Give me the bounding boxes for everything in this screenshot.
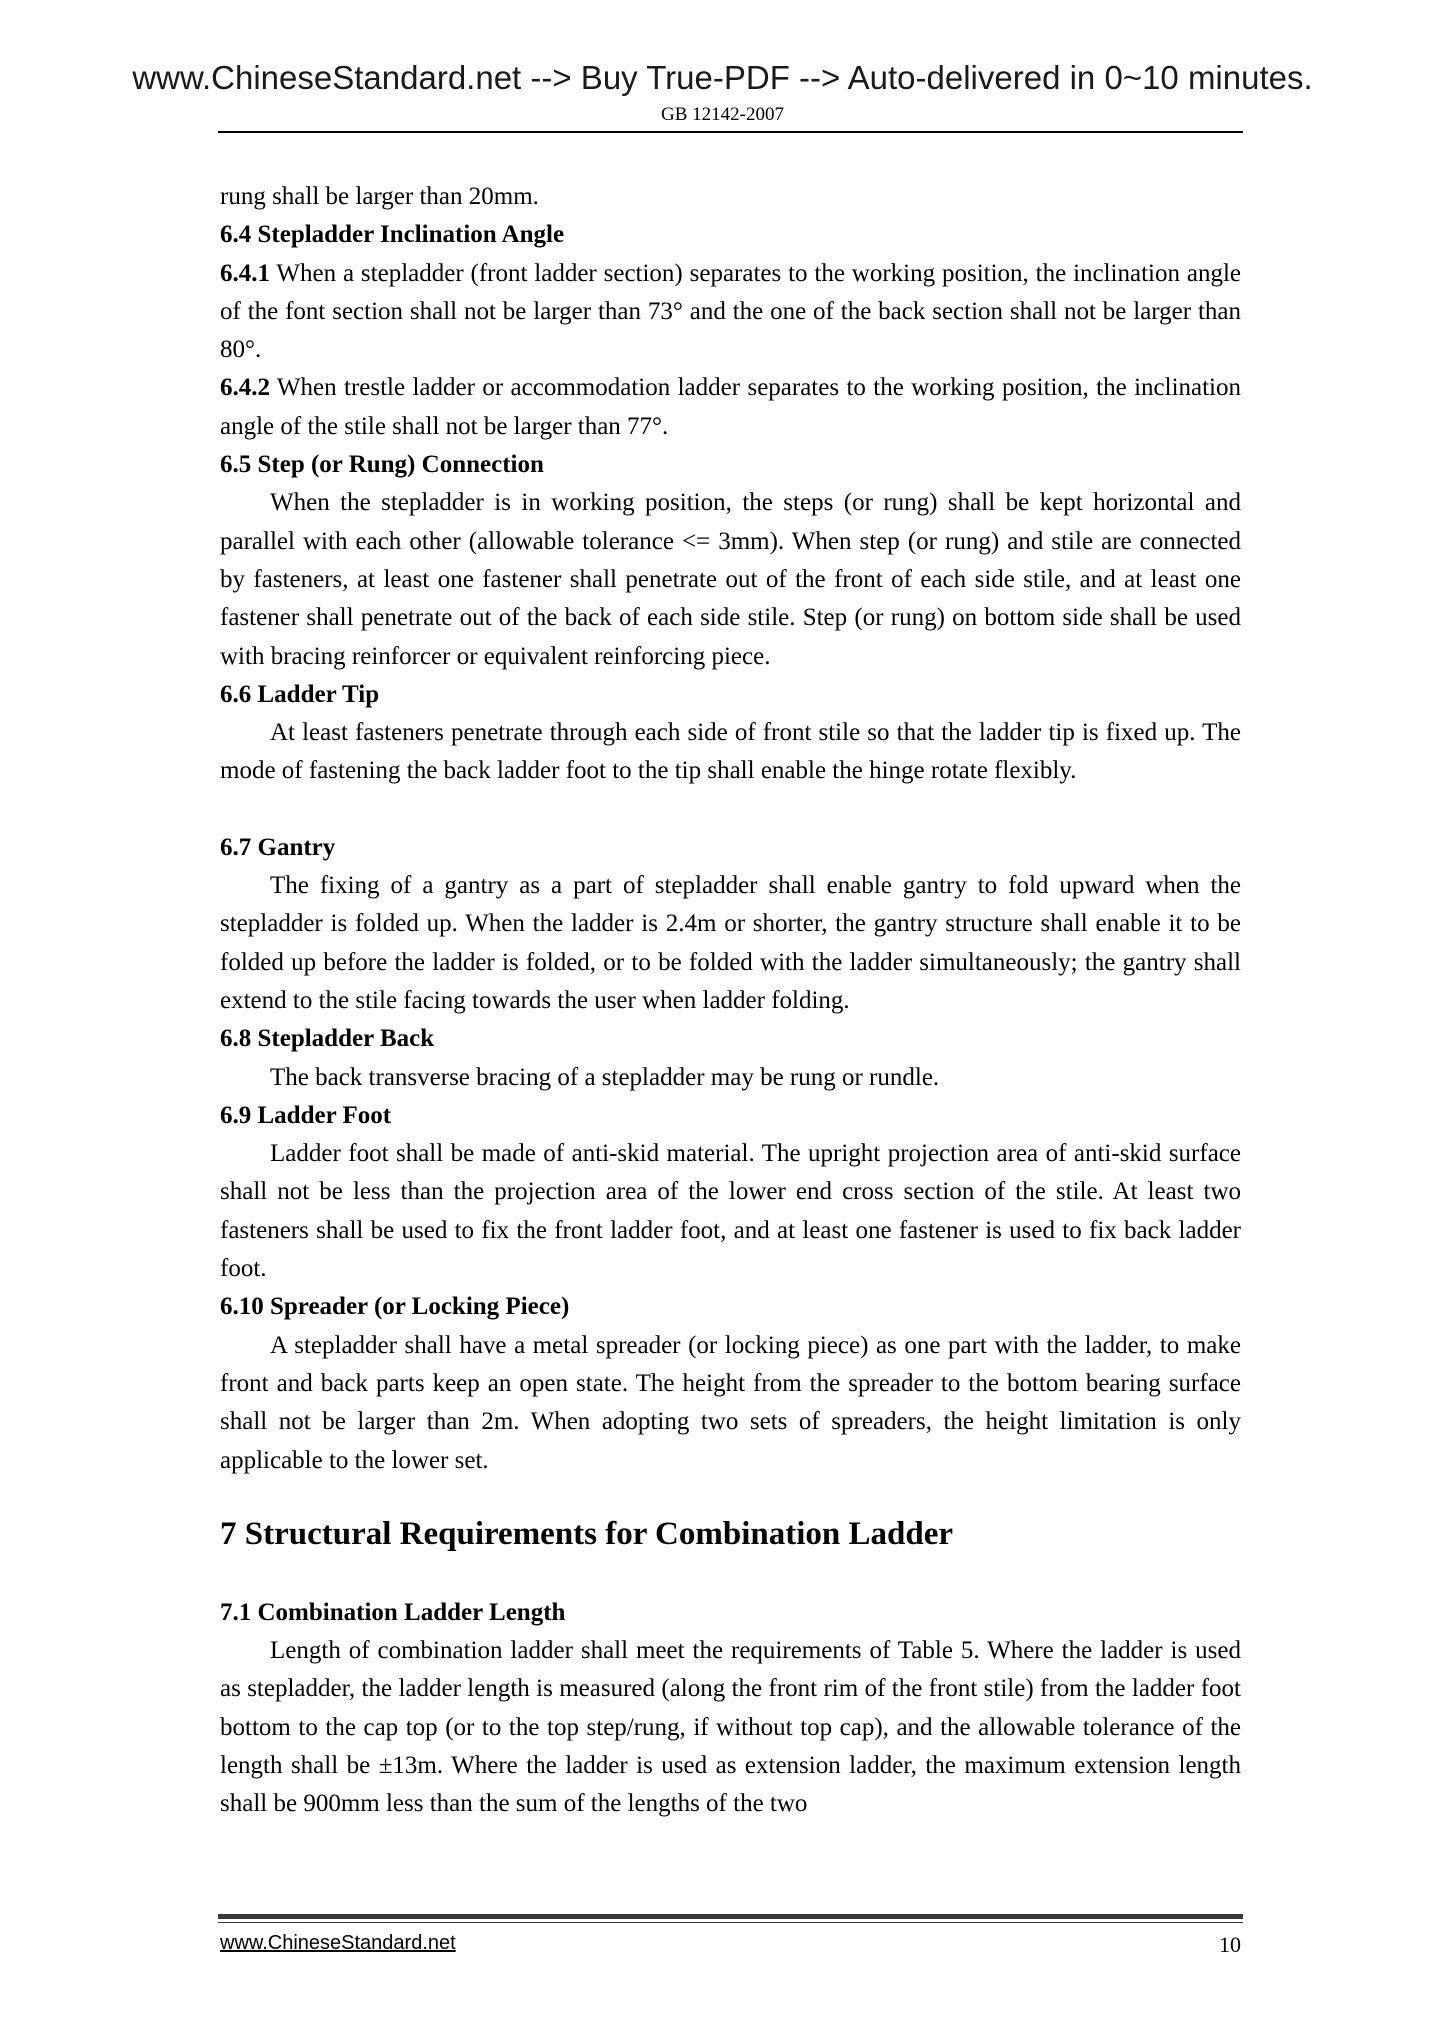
footer-website-link[interactable]: www.ChineseStandard.net <box>220 1932 456 1954</box>
paragraph-6-10: A stepladder shall have a metal spreader (or locking piece) as one part with the ladder, to make front and back parts keep an open state. The height from the spreader to the bottom bearing surface shall not be larger than 2m. When adopting two sets of spreaders, the height limitation is only applicable to the lower set. <box>220 1331 1241 1474</box>
section-heading-6-4: 6.4 Stepladder Inclination Angle <box>220 221 565 249</box>
paragraph-7-1: Length of combination ladder shall meet the requirements of Table 5. Where the ladder is used as stepladder, the ladder length is measured (along the front rim of the front stile) from the ladder foot bottom to the cap top (or to the top step/rung, if without top cap), and the allowable tolerance of the length shall be ±13m. Where the ladder is used as extension ladder, the maximum extension length shall be 900mm less than the sum of the lengths of the two <box>220 1637 1241 1818</box>
section-heading-6-9: 6.9 Ladder Foot <box>220 1101 392 1129</box>
footer-divider-thin <box>218 1922 1243 1923</box>
section-heading-6-8: 6.8 Stepladder Back <box>220 1025 435 1053</box>
clause-text: When trestle ladder or accommodation ladder separates to the working position, the inclination angle of the stile shall not be larger than 77°. <box>220 374 1241 440</box>
spacer <box>220 791 1241 829</box>
section-heading-6-5: 6.5 Step (or Rung) Connection <box>220 451 544 479</box>
paragraph-6-6: At least fasteners penetrate through each side of front stile so that the ladder tip is fixed up. The mode of fastening the back ladder foot to the tip shall enable the hinge rotate flexibly. <box>220 719 1241 785</box>
section-heading-6-6: 6.6 Ladder Tip <box>220 680 380 708</box>
footer-divider <box>218 1914 1243 1919</box>
clause-6-4-2 <box>220 369 1241 446</box>
clause-6-4-1 <box>220 255 1241 370</box>
clause-number: 6.4.2 <box>220 374 270 402</box>
paragraph-6-5: When the stepladder is in working position, the steps (or rung) shall be kept horizontal and parallel with each other (allowable tolerance <= 3mm). When step (or rung) and stile are connected by fasteners, at least one fastener shall penetrate out of the front of each side stile, and at least one fastener shall penetrate out of the back of each side stile. Step (or rung) on bottom side shall be used with bracing reinforcer or equivalent reinforcing piece. <box>220 489 1241 670</box>
header-divider <box>218 131 1243 133</box>
promo-banner[interactable]: www.ChineseStandard.net --> Buy True-PDF --> Auto-delivered in 0~10 minutes. <box>132 59 1313 96</box>
clause-number: 6.4.1 <box>220 259 270 287</box>
clause-text: When a stepladder (front ladder section) separates to the working position, the inclination angle of the font section shall not be larger than 73° and the one of the back section shall not be larger than 80°. <box>220 259 1241 364</box>
section-heading-7-1: 7.1 Combination Ladder Length <box>220 1598 566 1626</box>
chapter-heading-7: 7 Structural Requirements for Combination Ladder <box>220 1515 954 1552</box>
paragraph-continuation: rung shall be larger than 20mm. <box>220 183 539 210</box>
paragraph-6-7: The fixing of a gantry as a part of stepladder shall enable gantry to fold upward when the stepladder is folded up. When the ladder is 2.4m or shorter, the gantry structure shall enable it to be folded up before the ladder is folded, or to be folded with the ladder simultaneously; the gantry shall extend to the stile facing towards the user when ladder folding. <box>220 872 1241 1014</box>
document-number: GB 12142-2007 <box>661 104 784 125</box>
page-number: 10 <box>1219 1932 1241 1957</box>
paragraph-6-8: The back transverse bracing of a stepladder may be rung or rundle. <box>270 1063 940 1091</box>
paragraph-6-9: Ladder foot shall be made of anti-skid material. The upright projection area of anti-skid surface shall not be less than the projection area of the lower end cross section of the stile. At least two fasteners shall be used to fix the front ladder foot, and at least one fastener is used to fix back ladder foot. <box>220 1140 1241 1283</box>
section-heading-6-7: 6.7 Gantry <box>220 833 336 861</box>
section-heading-6-10: 6.10 Spreader (or Locking Piece) <box>220 1293 570 1321</box>
page-content <box>220 178 1241 1824</box>
